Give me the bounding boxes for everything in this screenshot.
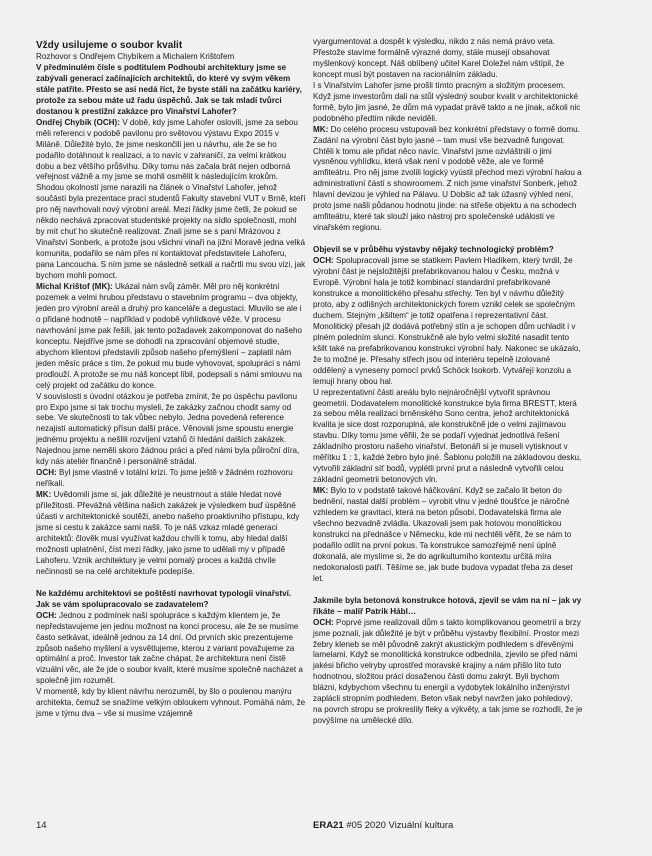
paragraph [36,282,306,392]
paragraph-text: Jednou z podmínek naší spolupráce s každým klientem je, že nepředstavujeme jen jednu možnost na konci procesu, ale že se musíme často setkávat, ideálně jednou za 14 dní. Od prvních skic prezentujeme způsob našeho myšlení a vysvětlujeme, kterou z variant považujeme za optimální a proč. Investor tak začne chápat, že architektura není čistě vizuální věc, ale že jde o soubor kvalit, které musíme společně nacházet a společně jim rozumět. [36,610,303,686]
paragraph [36,490,306,578]
paragraph [36,118,306,282]
speaker-label: MK: [313,486,329,496]
paragraph-text: Uvědomili jsme si, jak důležité je neustrnout a stále hledat nové příležitosti. Převážná většina našich zakázek je výsledkem buď úspěšné účasti v architektonické soutěži, anebo našeho proaktivního přístupu, kdy jsme si cestu k zakázce sami našli. To je náš vzkaz mladé generaci architektů: člověk musí využívat každou chvíli k tomu, aby hledal další možnosti uplatnění, číst mezi řádky, jako jsme to udělali my v případě Lahoferu. Vznik architektury je velmi pomalý proces a každá chvíle nečinnosti se na celé architektuře podepíše. [36,490,300,576]
speaker-label: Michal Krištof (MK): [36,282,113,292]
paragraph-text: Bylo to v podstatě takové háčkování. Když se začalo lit beton do bednění, nastal další problém – vyrobit vlnu v jedné tloušťce je náročné vzhledem ke gravitaci, která na beton působí. Dodavatelská firma ale všechno bezvadně zvládla. Ukazovali jsem pak hotovou monolitickou konstrukci na přednášce v Německu, kde mi nechtěli věřit, že se nám to podařilo odlít na první pokus. Ta konstrukce samozřejmě není úplně dokonalá, ale myslíme si, že do agrikulturního kontextu určitá míra nedokonalosti patří. Těšíme se, jak bude budova vypadat třeba za deset let. [313,486,573,583]
right-column [313,37,583,727]
right-body [313,37,583,234]
article-byline: Rozhovor s Ondřejem Chybíkem a Michalem Krištofem [36,52,235,61]
right-body-3 [313,618,583,728]
paragraph [36,468,306,490]
left-column [36,40,306,720]
speaker-label: OCH: [313,617,334,627]
paragraph [313,486,583,585]
paragraph [313,256,583,387]
paragraph [36,611,306,688]
speaker-label: MK: [313,124,329,134]
paragraph [313,125,583,235]
question-heading: Objevil se v průběhu výstavby nějaký technologický problém? [313,245,554,255]
paragraph-text: Do celého procesu vstupovali bez konkrétní představy o formě domu. Zadání na výrobní část bylo jasné – tam musí vše bezvadně fungovat. Chtěli k tomu ale přidat něco navíc. Vinařství jsme ozvláštnili o jimi vysněnou vyhlídku, která však není v podobě věže, ale ve formě amfiteátru. Pro něj jsme zvolili logický vyústil přechod mezi výrobní halou a administrativní částí s showroomem. Z nich jsme vinařství Sonberk, jehož hlavní devizou je výhled na Pálavu. U Dobšic až tak úžasný výhled není, proto jsme našli půdanou hodnotu jinde: na střeše objektu a na schodech amfiteátru, které tak slouží jako nástroj pro společenské události ve vinařském regionu. [313,124,582,233]
article-title: Vždy usilujeme o soubor kvalit [36,40,183,51]
magazine-info [313,820,453,832]
question-heading: Ne každému architektovi se poštěstí navrhovat typologii vinařství. Jak se vám spolupracovalo se zadavatelem? [36,588,292,609]
right-body-2 [313,256,583,585]
paragraph [36,392,306,469]
paragraph-text: Poprvé jsme realizovali dům s takto komplikovanou geometrií a brzy jsme poznali, jak důležité je být v průběhu výstavby flexibilní. Prostor mezi žebry kleneb se měl původně zakrýt akustickým podhledem s dřevěnými lamelami. Když se monolitická konstrukce odbednila, zjevilo se před námi jakési břicho velryby uprostřed moravské krajiny a nám přišlo líto tuto hodnotnou, složitou práci dosaženou části domu zakrýt. Byli bychom blázni, kdybychom všechnu tu energii a vydobytek lokálního inženýrství zaplácli stropním podhledem. Beton však nebyl navržen jako pohledový, na povrch stropu se prokreslily fleky a výkvěty, a tak jsme se rozhodli, že je povýšíme na umělecké dílo. [313,617,583,726]
page-number: 14 [36,820,47,831]
paragraph [313,388,583,487]
paragraph-text: I s Vinařstvím Lahofer jsme prošli tímto pracným a složitým procesem. Když jsme investorům dali na stůl výsledný soubor kvalit v architektonické formě, bylo jim jasné, že dům má vypadat právě takto a ne jinak, ačkoli nic podobného předtím nikde neviděli. [313,80,581,123]
speaker-label: OCH: [36,468,57,478]
paragraph [313,37,583,81]
left-body-2 [36,611,306,721]
speaker-label: Ondřej Chybík (OCH): [36,117,120,127]
speaker-label: MK: [36,490,52,500]
paragraph-text: Spolupracovali jsme se statikem Pavlem Hladíkem, který tvrdil, že výrobní část je nejsložitější prefabrikovanou halou v Česku, možná v Evropě. Výrobní hala je totiž kombinací standardní prefabrikované konstrukce a monolitického přesahu střechy. Ten byl v návrhu důležitý proto, aby z odlišných architektonických forem vznikl celek se společným duchem. Stejným „kšiltem“ je totiž opatřena i reprezentativní část. Monolitický přesah již dodává potřebný stín a je schopen dům uchladit i v plném poledním slunci. Konstrukčně ale bylo velmi složité nasadit tento kšilt také na prefabrikovanou konstrukci výrobní haly. Nakonec se ukázalo, že to možné je. Přesahy střech jsou od interiéru tepelně izolované oddělený a vyneseny pomocí prvků Schöck Isokorb. Vytvářejí konzolu a lemují hrany obou hal. [313,256,581,386]
speaker-label: OCH: [36,610,57,620]
article-lead: V předminulém čísle s podtitulem Podhoubí architektury jsme se zabývali generací začínajících architektů, do které vy svým věkem stále patříte. Přesto se asi nedá říct, že byste stáli na začátku kariéry, protože za sebou máte už řadu úspěchů. Jak se tak mladí tvůrci dostanou k prestižní zakázce pro Vinařství Lahofer? [36,62,302,116]
question-heading: Jakmile byla betonová konstrukce hotová, zjevil se vám na ní – jak vy říkáte – malíř Patrik Hábl… [313,595,582,616]
paragraph-text: V souvislosti s úvodní otázkou je potřeba zmínit, že po úspěchu pavilonu pro Expo jsme si tak trochu mysleli, že zakázky začnou chodit samy od sebe. Ve skutečnosti to tak vůbec nebylo. Jedna povedená reference nezajistí automatický přísun další práce. Věnovali jsme spoustu energie jednému projektu a nešlili rozvíjení vztahů či hledání dalších zakázek. Najednou jsme neměli skoro žádnou práci a před námi byla půlroční díra, kdy nás ateliér finančně i personálně strádal. [36,391,300,467]
left-body [36,118,306,578]
speaker-label: OCH: [313,256,334,266]
paragraph [313,618,583,728]
paragraph-text: Byl jsme vlastně v totální krizi. To jsme ještě v žádném rozhovoru neříkali. [36,468,293,489]
paragraph [313,81,583,125]
magazine-name: ERA21 [313,820,344,831]
issue-info: #05 2020 Vizuální kultura [346,820,454,831]
paragraph-text: U reprezentativní části areálu bylo nejnáročnější vytvořit správnou geometrii. Dodavatelem monolitické konstrukce byla firma BRESTT, která za sebou měla realizaci brněnského Sono centra, jehož architektonická kvalita je sice dost rozporuplná, ale konstrukčně jde o velmi zajímavou stavbu. Díky tomu jsme věřili, že se podaří vyjednat jednotlivá řešení základního prostoru našeho vinařství. Betonáři si je museli vytisknout v měřítku 1 : 1, každé žebro bylo jiné. Šablonu položili na základovou desku, vytvořili základní síť bodů, vyplétli první prut a následně vytvořili celou základní geometrii betonových vln. [313,387,582,485]
paragraph [36,687,306,720]
paragraph-text: V momentě, kdy by klient návrhu nerozuměl, by šlo o poulenou manýru architekta, čemuž se snažíme velkým obloukem vyhnout. Pomáhá nám, že jsme v týmu dva – vše si musíme vzájemně [36,687,306,719]
paragraph-text: Ukázal nám svůj záměr. Měl pro něj konkrétní pozemek a velmi hrubou představu o stavebním programu – dva objekty, jeden pro výrobní areál a druhý pro kanceláře a degustaci. Mluvilo se ale i o přidané hodnotě – například v podobě vyhlídkové věže. V procesu navrhování jsme pak řešili, jak tento požadavek zakomponovat do našeho konceptu. Nejdříve jsme se dohodli na zpracování objemové studie, abychom klientovi představili způsob našeho přemýšlení – zaplatil nám jeden měsíc práce s tím, že pokud mu bude vyhovovat, spolupráci s námi prodlouží. A protože se mu náš koncept líbil, podepsali s námi smlouvu na celý projekt od začátku do konce. [36,282,303,390]
paragraph-text: V době, kdy jsme Lahofer oslovili, jsme za sebou měli referenci v podobě pavilonu pro světovou výstavu Expo 2015 v Miláně. Důležité bylo, že jsme neskončili jen u návrhu, ale že se ho podařilo dotáhnout k realizaci, a to navíc v zahraničí, za velmi krátkou dobu a bez většího průšvihu. Díky tomu nás začala brát nejen odborná veřejnost vážně a my jsme se mohli osmělit k následujícím krokům. Shodou okolností jsme narazili na článek o Vinařství Lahofer, jehož součástí byla prezentace prací studentů Fakulty stavební VUT v Brně, kteří pro něj navrhovali nový výrobní areál. Mezi řádky jsme četli, že pokud se někdo nechává zpracovat studentské projekty na sídlo společnosti, mohl by mít chuť ho skutečně realizovat. Znali jsme se s paní Mrázovou z Vinařství Sonberk, a protože jsou všichni vinaři na jižní Moravě jedna velká komunita, podařilo se nám přes ni kontaktovat představitele Lahoferu, pana Lancoucha. S ním jsme se následně setkali a načrtli mu svou vizi, jak bychom mohli pomoct. [36,117,306,281]
paragraph-text: vyargumentovat a dospět k výsledku, nikdo z nás nemá právo veta. Přestože stavíme formálně výrazné domy, stále musejí obsahovat myšlenkový koncept. Náš oblíbený učitel Karel Doležel nám vštípil, že koncept musí být postaven na racionálním základu. [313,37,565,79]
